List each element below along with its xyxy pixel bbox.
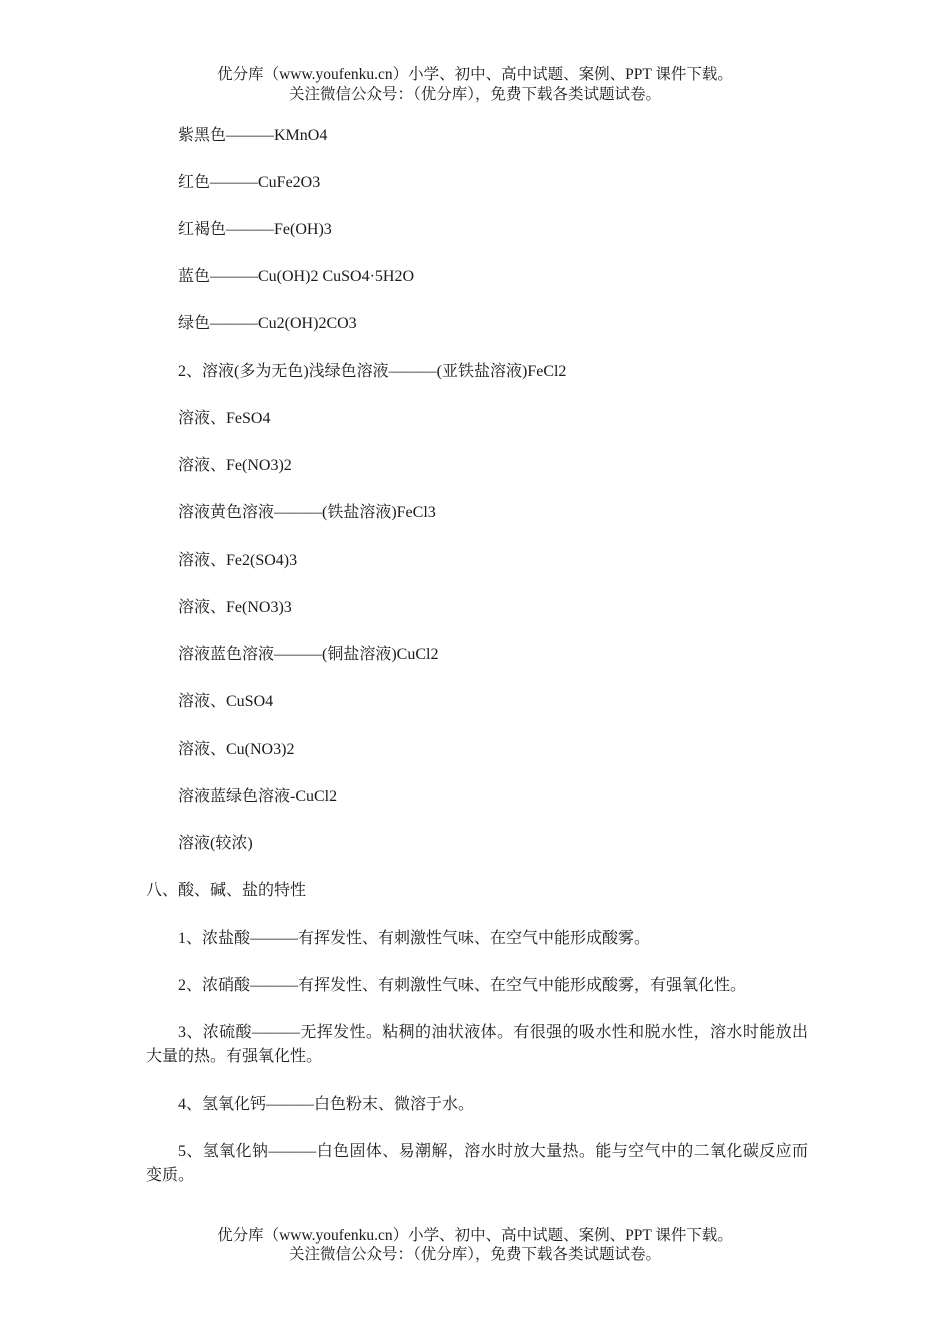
text-line: 溶液、FeSO4 — [178, 410, 271, 427]
property-item: 3、浓硫酸———无挥发性。粘稠的油状液体。有很强的吸水性和脱水性，溶水时能放出大量的热。有强氧化性。 — [146, 1024, 808, 1065]
text-line: 溶液、Cu(NO3)2 — [178, 741, 295, 758]
property-item: 4、氢氧化钙———白色粉末、微溶于水。 — [178, 1096, 475, 1113]
header-line-2: 关注微信公众号：（优分库），免费下载各类试题试卷。 — [288, 86, 661, 103]
text-line: 溶液、Fe(NO3)2 — [178, 457, 292, 474]
text-line: 2、溶液(多为无色)浅绿色溶液———(亚铁盐溶液)FeCl2 — [178, 363, 567, 380]
text-line: 溶液蓝绿色溶液-CuCl2 — [178, 788, 338, 805]
property-item: 1、浓盐酸———有挥发性、有刺激性气味、在空气中能形成酸雾。 — [178, 930, 651, 947]
text-line: 红色———CuFe2O3 — [178, 174, 321, 191]
text-line: 蓝色———Cu(OH)2 CuSO4·5H2O — [178, 268, 415, 285]
text-line: 紫黑色———KMnO4 — [178, 127, 328, 144]
text-line: 溶液、CuSO4 — [178, 693, 274, 710]
footer-line-1: 优分库（www.youfenku.cn）小学、初中、高中试题、案例、PPT 课件下载。 — [217, 1227, 733, 1244]
text-line: 红褐色———Fe(OH)3 — [178, 221, 332, 238]
text-line: 溶液(较浓) — [178, 835, 253, 852]
text-line: 溶液、Fe2(SO4)3 — [178, 552, 298, 569]
text-line: 溶液蓝色溶液———(铜盐溶液)CuCl2 — [178, 646, 439, 663]
text-line: 溶液黄色溶液———(铁盐溶液)FeCl3 — [178, 504, 436, 521]
text-line: 绿色———Cu2(OH)2CO3 — [178, 315, 357, 332]
property-item: 2、浓硝酸———有挥发性、有刺激性气味、在空气中能形成酸雾，有强氧化性。 — [178, 977, 747, 994]
section-heading: 八、酸、碱、盐的特性 — [146, 882, 307, 899]
property-item: 5、氢氧化钠———白色固体、易潮解，溶水时放大量热。能与空气中的二氧化碳反应而变质。 — [146, 1143, 808, 1184]
header-line-1: 优分库（www.youfenku.cn）小学、初中、高中试题、案例、PPT 课件下载。 — [217, 66, 733, 83]
footer-line-2: 关注微信公众号：（优分库），免费下载各类试题试卷。 — [288, 1246, 661, 1263]
text-line: 溶液、Fe(NO3)3 — [178, 599, 292, 616]
